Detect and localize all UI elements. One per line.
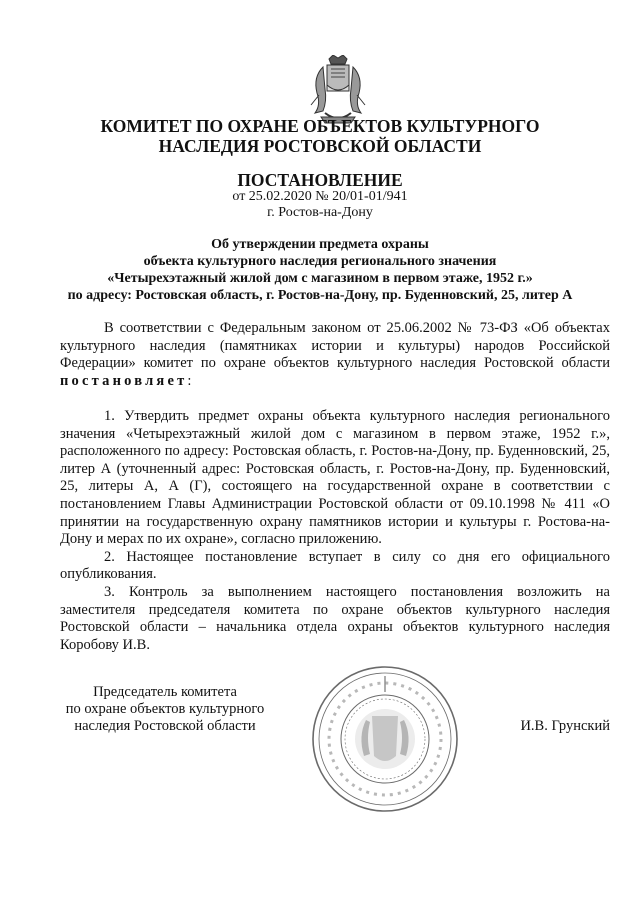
subject-line4: по адресу: Ростовская область, г. Ростов-на-Дону, пр. Буденновский, 25, литер А (67, 288, 573, 303)
signatory-title-line1: Председатель комитета (93, 684, 237, 700)
subject-line3: «Четырехэтажный жилой дом с магазином в первом этаже, 1952 г.» (107, 271, 533, 286)
document-subject (40, 236, 600, 304)
organization-name (40, 116, 600, 156)
decree-items (60, 408, 610, 654)
preamble (60, 320, 610, 390)
rostov-oblast-coat-of-arms-icon (305, 55, 371, 125)
decree-colon: : (187, 372, 192, 389)
document-city: г. Ростов-на-Дону (267, 205, 373, 220)
decree-item-1: 1. Утвердить предмет охраны объекта культурного наследия регионального значения «Четырехэтажный жилой дом с магазином в первом этаже, 1952 г.», расположенного по адресу: Ростовская область, г. Ростов-на-Дону, пр. Буденновский, 25, литер А (уточненный адрес: Ростовская область, г. Ростов-на-Дону, пр. Буденновский, 25, литеры А, А (Г), состоящего на государственной охране в соответствии с постановлением Главы Администрации Ростовской области от 09.10.1998 № 411 «О принятии на государственную охрану памятников истории и культуры г. Ростова-на-Дону и мерах по их охране», согласно приложению. (60, 408, 610, 548)
subject-line1: Об утверждении предмета охраны (211, 237, 429, 252)
document-date-number: от 25.02.2020 № 20/01-01/941 (232, 189, 408, 204)
decree-item-2: 2. Настоящее постановление вступает в силу со дня его официального опубликования. (60, 548, 610, 583)
organization-name-line1: КОМИТЕТ ПО ОХРАНЕ ОБЪЕКТОВ КУЛЬТУРНОГО (100, 116, 540, 136)
signatory-title-line3: наследия Ростовской области (74, 718, 256, 734)
signatory-title (55, 684, 275, 735)
subject-line2: объекта культурного наследия регионального значения (143, 254, 497, 269)
signatory-name: И.В. Грунский (520, 718, 610, 734)
organization-name-line2: НАСЛЕДИЯ РОСТОВСКОЙ ОБЛАСТИ (158, 136, 482, 156)
preamble-text: В соответствии с Федеральным законом от 25.06.2002 № 73-ФЗ «Об объектах культурного наследия (памятниках истории и культуры) народов Российской Федерации» комитет по охране объектов культурного наследия Ростовской области (60, 320, 610, 372)
decree-item-3: 3. Контроль за выполнением настоящего постановления возложить на заместителя председателя комитета по охране объектов культурного наследия Ростовской области – начальника отдела охраны объектов культурного наследия Коробову И.В. (60, 583, 610, 653)
document-type: ПОСТАНОВЛЕНИЕ (237, 170, 403, 190)
signatory-title-line2: по охране объектов культурного (65, 701, 265, 717)
decree-word: постановляет (60, 372, 188, 389)
official-round-seal-icon (310, 664, 460, 814)
